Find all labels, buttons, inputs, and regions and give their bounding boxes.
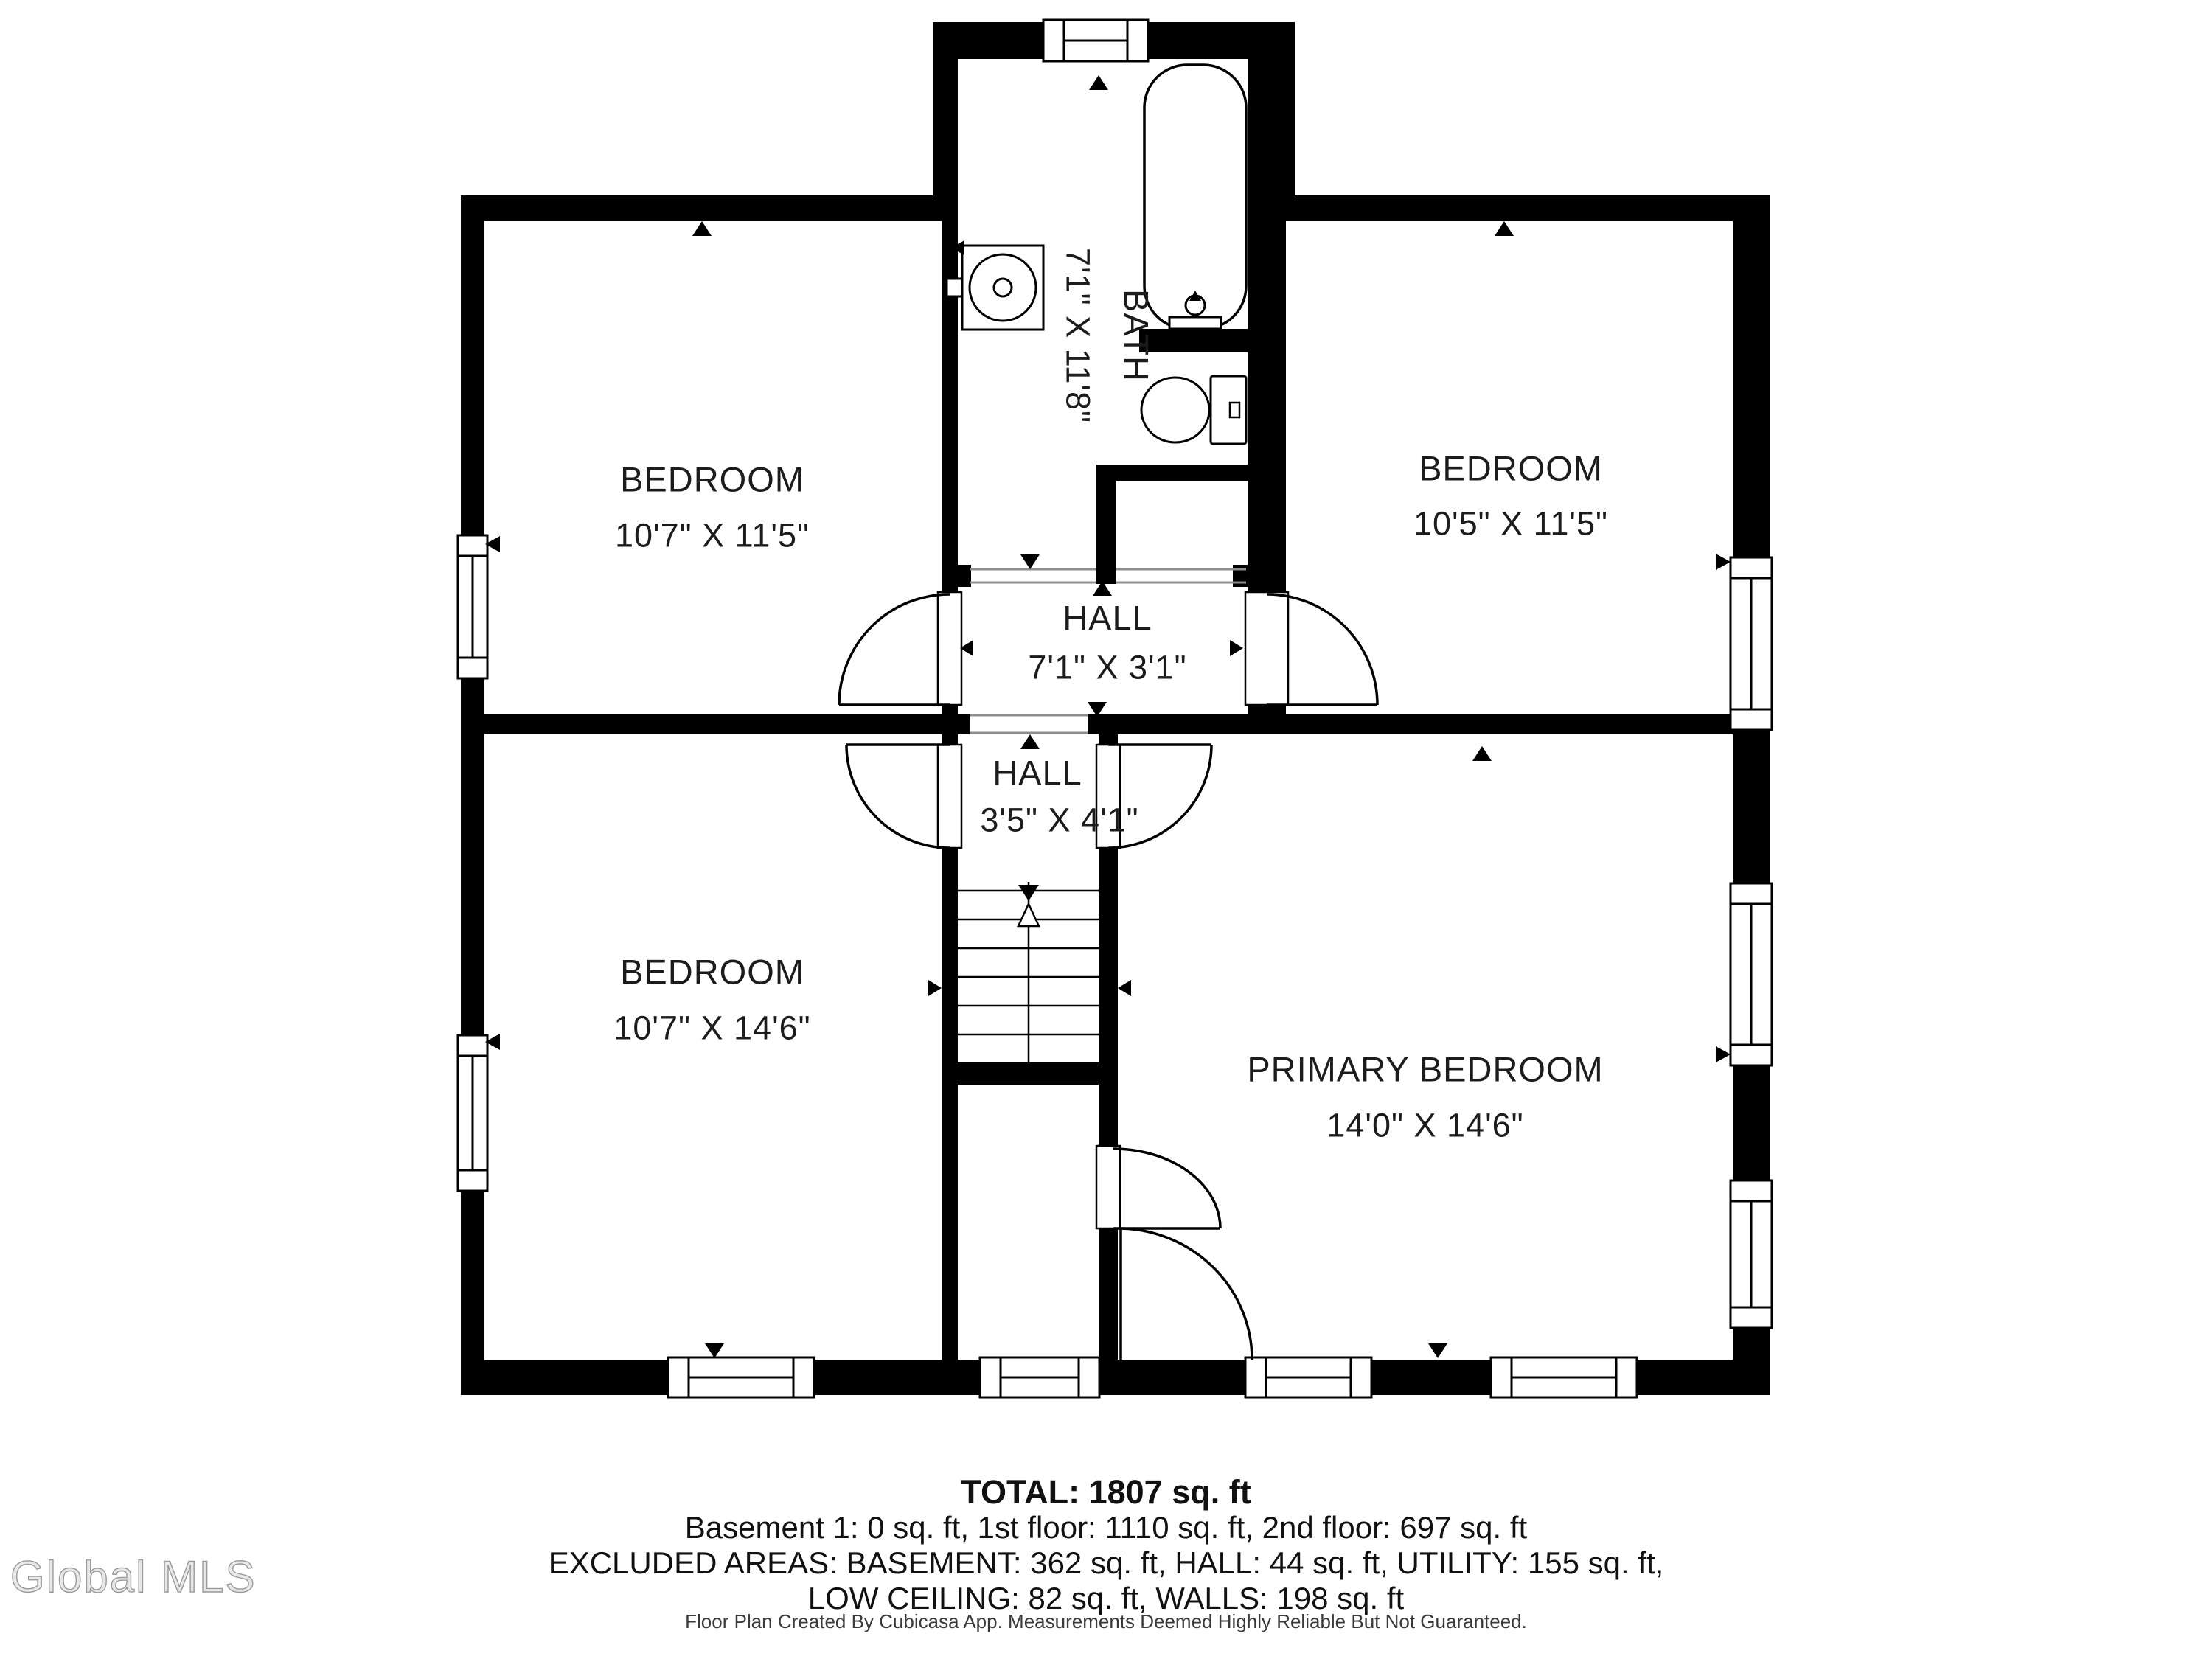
bathtub: [1144, 65, 1246, 329]
window-primary-right-lower: [1731, 1180, 1772, 1328]
marker-down-cased-opening: [1020, 554, 1040, 569]
label-bath-name: BATH: [1116, 289, 1156, 382]
window-left-bedroom-bottom: [458, 1035, 487, 1191]
marker-stairs-left: [928, 980, 942, 996]
label-hall-lower-dims: 3'5" X 4'1": [980, 801, 1139, 839]
wall-top-right: [1248, 195, 1770, 221]
wall-stairwell-right-mid: [1099, 848, 1118, 1146]
label-bedroom-top-left-name: BEDROOM: [620, 459, 804, 499]
label-hall-upper-dims: 7'1" X 3'1": [1028, 648, 1187, 686]
marker-up-hall-gap: [1020, 734, 1040, 749]
summary-total: TOTAL: 1807 sq. ft: [961, 1473, 1251, 1511]
bathtub-faucet-bar: [1169, 317, 1221, 329]
label-bath: [1059, 248, 1157, 423]
marker-stairs-right: [1118, 980, 1131, 996]
label-primary-bedroom-name: PRIMARY BEDROOM: [1247, 1049, 1604, 1089]
summary-disclaimer: Floor Plan Created By Cubicasa App. Measurements Deemed Highly Reliable But Not Guaranteed.: [685, 1610, 1527, 1632]
label-bedroom-top-right-name: BEDROOM: [1419, 448, 1603, 488]
label-primary-bedroom-dims: 14'0" X 14'6": [1326, 1106, 1524, 1144]
marker-down-bottom-left: [705, 1343, 724, 1358]
window-bottom-closet: [980, 1357, 1099, 1397]
marker-hall-door-right: [1230, 640, 1243, 656]
door-upper-hall-to-right-bedroom: [1245, 592, 1377, 705]
window-primary-right-upper: [1731, 883, 1772, 1065]
wall-bath-left: [933, 22, 958, 221]
marker-up-primary: [1472, 746, 1492, 761]
window-bath-top: [1043, 20, 1148, 61]
door-upper-hall-to-left-bedroom: [839, 592, 961, 705]
wall-mid-right: [1088, 714, 1770, 734]
wall-corridor-left-lower: [942, 848, 958, 1360]
toilet-button: [1230, 403, 1239, 417]
sink-drain: [994, 279, 1012, 296]
marker-right-window-2: [1716, 1046, 1731, 1062]
label-bedroom-bottom-left-dims: 10'7" X 14'6": [613, 1009, 811, 1047]
toilet: [1141, 376, 1246, 444]
wall-bath-right: [1248, 22, 1295, 221]
door-primary-bottom: [1121, 1228, 1252, 1360]
label-hall-upper-name: HALL: [1062, 598, 1152, 638]
door-lower-hall-to-left-bedroom: [846, 745, 961, 848]
marker-up-bath: [1089, 75, 1108, 90]
marker-right-window-1: [1716, 554, 1731, 570]
marker-up-bedroom-tl: [692, 221, 712, 236]
window-bottom-primary-right: [1491, 1357, 1637, 1397]
bathroom-sink: [947, 246, 1043, 330]
marker-up-bedroom-tr: [1495, 221, 1514, 236]
toilet-tank: [1211, 376, 1246, 444]
wall-mid-left: [461, 714, 970, 734]
marker-down-bottom-right: [1428, 1343, 1447, 1358]
wall-stairwell-right-bottom: [1099, 1228, 1118, 1360]
wall-bath-stub: [1096, 465, 1116, 584]
stairs-arrow-solid: [1018, 885, 1039, 901]
summary-excluded-1: EXCLUDED AREAS: BASEMENT: 362 sq. ft, HALL: 44 sq. ft, UTILITY: 155 sq. ft,: [548, 1545, 1664, 1580]
window-bottom-left-bedroom: [668, 1357, 814, 1397]
window-bottom-primary-left: [1245, 1357, 1371, 1397]
label-bath-dims: 7'1" X 11'8": [1059, 248, 1097, 423]
wall-corridor-left-upper: [942, 221, 958, 592]
wall-opening-post-left: [958, 565, 971, 587]
window-left-bedroom-top: [458, 535, 487, 678]
label-bedroom-bottom-left-name: BEDROOM: [620, 952, 804, 992]
wall-left-outer: [461, 195, 484, 1395]
wall-stairs-bottom: [958, 1064, 1118, 1085]
wall-corridor-right-upper: [1248, 221, 1286, 592]
summary-excluded-2: LOW CEILING: 82 sq. ft, WALLS: 198 sq. ft: [807, 1581, 1405, 1615]
stairs-arrow-outline: [1018, 904, 1039, 926]
window-right-bedroom: [1731, 557, 1772, 730]
door-closet-to-primary-bedroom: [1096, 1146, 1220, 1228]
label-bedroom-top-left-dims: 10'7" X 11'5": [615, 516, 810, 554]
label-hall-lower-name: HALL: [992, 753, 1082, 793]
summary-floors: Basement 1: 0 sq. ft, 1st floor: 1110 sq. ft, 2nd floor: 697 sq. ft: [684, 1510, 1528, 1545]
staircase: [958, 882, 1099, 1064]
wall-toilet-nook: [1096, 465, 1248, 481]
global-mls-watermark: Global MLS: [10, 1552, 257, 1601]
label-bedroom-top-right-dims: 10'5" X 11'5": [1413, 504, 1608, 543]
wall-top-left: [461, 195, 958, 221]
